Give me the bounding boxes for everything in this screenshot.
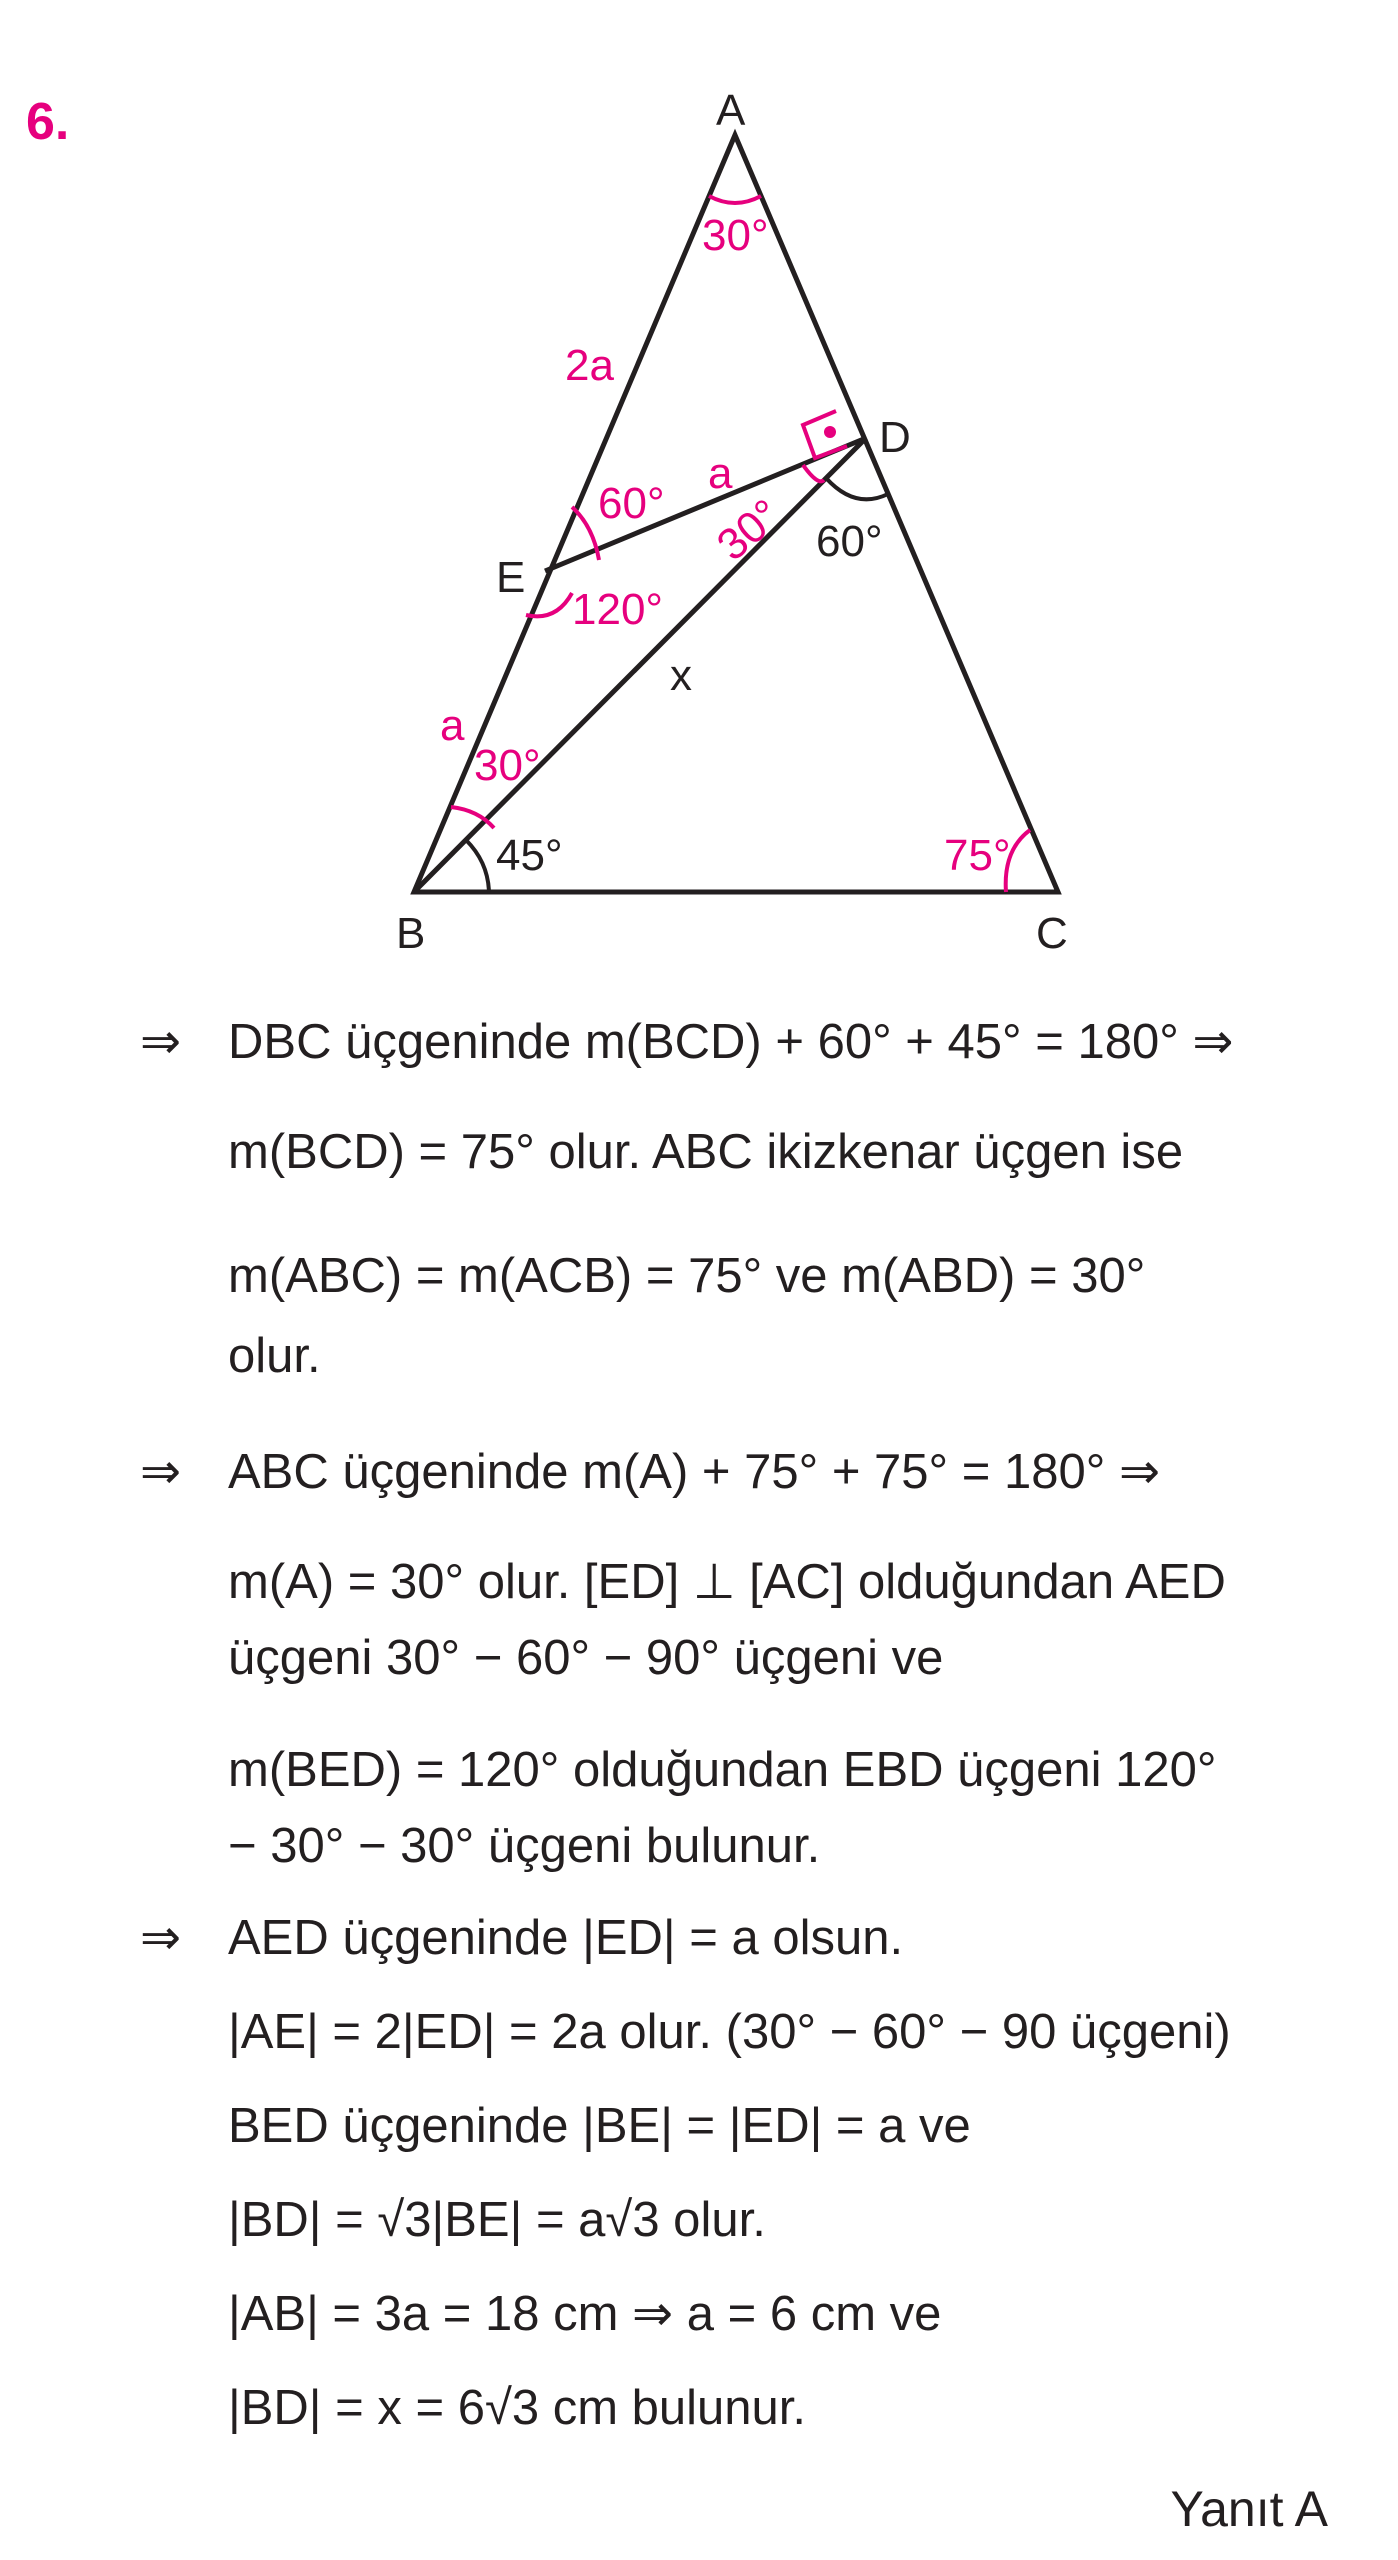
vertex-b-label: B <box>396 909 426 958</box>
vertex-c-label: C <box>1036 909 1068 958</box>
vertex-e-label: E <box>496 553 526 602</box>
solution-line: |BD| = x = 6√3 cm bulunur. <box>228 2381 807 2435</box>
angle-aed-label: 60° <box>598 479 665 528</box>
solution-line: |AE| = 2|ED| = 2a olur. (30° − 60° − 90 üçgeni) <box>228 2005 1231 2059</box>
segment-bd-label: x <box>670 651 692 700</box>
answer-label: Yanıt A <box>1170 2481 1328 2537</box>
vertex-d-label: D <box>879 413 911 462</box>
solution-line: − 30° − 30° üçgeni bulunur. <box>228 1819 821 1873</box>
solution-line: m(ABC) = m(ACB) = 75° ve m(ABD) = 30° <box>228 1249 1146 1303</box>
implies-arrow: ⇒ <box>140 1445 182 1499</box>
angle-dbc-label: 45° <box>496 831 563 880</box>
angle-a-label: 30° <box>702 211 769 260</box>
solution-line: DBC üçgeninde m(BCD) + 60° + 45° = 180° ⇒ <box>228 1015 1234 1069</box>
solution-line: m(A) = 30° olur. [ED] ⊥ [AC] olduğundan AED <box>228 1555 1226 1609</box>
segment-ae-label: 2a <box>565 341 614 390</box>
angle-ebd-label: 30° <box>474 741 541 790</box>
angle-edb-label: 30° <box>707 489 791 571</box>
segment-eb-label: a <box>440 701 465 750</box>
problem-number: 6. <box>26 93 70 151</box>
implies-arrow: ⇒ <box>140 1015 182 1069</box>
solution-line: ABC üçgeninde m(A) + 75° + 75° = 180° ⇒ <box>228 1445 1161 1499</box>
angle-bdc-label: 60° <box>816 517 883 566</box>
angle-c-label: 75° <box>944 831 1011 880</box>
vertex-a-label: A <box>716 86 746 135</box>
solution-line: AED üçgeninde |ED| = a olsun. <box>228 1911 904 1965</box>
solution-line: m(BED) = 120° olduğundan EBD üçgeni 120° <box>228 1743 1217 1797</box>
solution-line: olur. <box>228 1329 321 1383</box>
solution-line: m(BCD) = 75° olur. ABC ikizkenar üçgen ise <box>228 1125 1184 1179</box>
implies-arrow: ⇒ <box>140 1911 182 1965</box>
solution-line: |BD| = √3|BE| = a√3 olur. <box>228 2193 766 2247</box>
solution-line: üçgeni 30° − 60° − 90° üçgeni ve <box>228 1631 944 1685</box>
segment-ed-label: a <box>708 449 733 498</box>
solution-line: BED üçgeninde |BE| = |ED| = a ve <box>228 2099 971 2153</box>
angle-bed-label: 120° <box>572 585 664 634</box>
solution-line: |AB| = 3a = 18 cm ⇒ a = 6 cm ve <box>228 2287 942 2341</box>
